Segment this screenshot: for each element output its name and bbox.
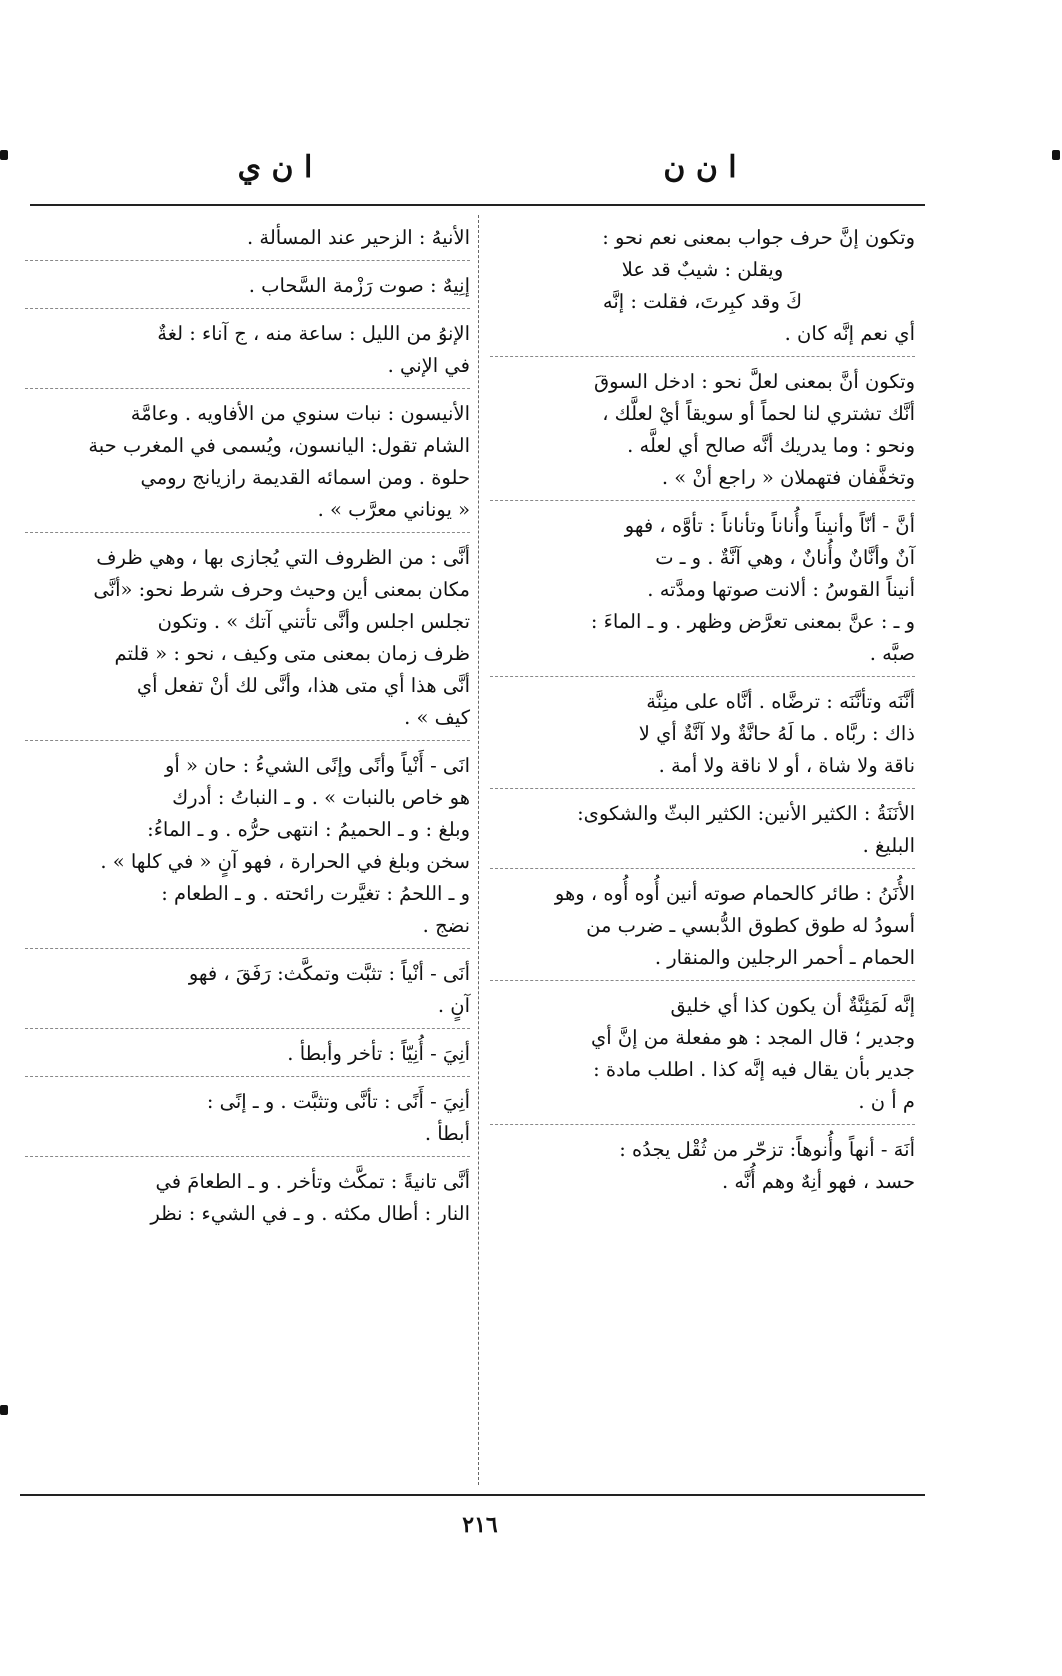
entry-line: إنِيهٌ : صوت رَزْمة السَّحاب . (248, 274, 470, 297)
edge-mark (0, 150, 8, 160)
entry-line: مكان بمعنى أين وحيث وحرف شرط نحو: «أنَّى (93, 578, 470, 601)
entry-line: ونحو : وما يدريك أنَّه صالح أي لعلَّه . (627, 434, 915, 457)
dictionary-entry (25, 958, 470, 1029)
dictionary-entry (490, 878, 915, 981)
dictionary-entry (25, 1038, 470, 1077)
entry-line: أبطأ . (424, 1122, 470, 1145)
entry-line: « يوناني معرَّب » . (317, 498, 470, 521)
top-rule (30, 204, 925, 206)
entry-line: أنَهَ - أنهاً وأُنوهاً: تزحّر من ثُقْل يجدُه : (619, 1138, 915, 1161)
entry-line: جدير بأن يقال فيه إنَّه كذا . اطلب مادة : (593, 1058, 915, 1081)
dictionary-entry (490, 366, 915, 501)
entry-line: آنٌ وأنَّانٌ وأُنانٌ ، وهي آنَّةٌ . و ـ ت (655, 546, 915, 569)
entry-line: و ـ اللحمُ : تغيَّرت رائحته . و ـ الطعام : (161, 882, 470, 905)
dictionary-entry (490, 1134, 915, 1204)
entry-line: البليغ . (862, 834, 915, 857)
entry-line: الأنيهُ : الزحير عند المسألة . (246, 226, 470, 249)
entry-line: و ـ : عنَّ بمعنى تعرَّض وظهر . و ـ الماءَ : (590, 610, 915, 633)
entry-line: وبلغ : و ـ الحميمُ : انتهى حرُّه . و ـ الماءُ: (147, 818, 470, 841)
dictionary-entry (25, 318, 470, 389)
entry-line: إنَّه لَمَئِنَّةٌ أن يكون كذا أي خليق (670, 994, 915, 1017)
entry-line: انَى - أَنْياً وأنًى وإنًى الشيءُ : حان « أو (164, 754, 470, 777)
page-header-root-left: ا ن ي (237, 150, 313, 185)
entry-line: حسد ، فهو أنِهٌ وهم أُنَّه . (721, 1170, 915, 1193)
dictionary-entry (25, 398, 470, 533)
entry-line: أنَّى تانيةً : تمكَّث وتأخر . و ـ الطعامَ في (155, 1170, 470, 1193)
entry-line: وتخفَّفان فتهملان « راجع أنْ » . (661, 466, 915, 489)
entry-line: أسودُ له طوق كطوق الدُّبسي ـ ضرب من (586, 914, 915, 937)
entry-line: أنَّى هذا أي متى هذا، وأنَّى لك أنْ تفعل أي (136, 674, 470, 697)
entry-line: النار : أطال مكثه . و ـ في الشيء : نظر (150, 1202, 470, 1225)
entry-line: الشام تقول: اليانسون، ويُسمى في المغرب حبة (88, 434, 470, 457)
dictionary-entry (490, 510, 915, 677)
bottom-rule (20, 1494, 925, 1496)
entry-line: أنَى - أنْياً : تثبَّت وتمكَّث: رَفَقَ ، فهو (188, 962, 470, 985)
entry-line: ويقلن : شيبٌ قد علا (621, 258, 784, 281)
entry-line: تجلس اجلس وأنَّى تأتني آتك » . وتكون (157, 610, 470, 633)
entry-line: وتكون أنَّ بمعنى لعلَّ نحو : ادخل السوقَ (593, 370, 915, 393)
dictionary-entry (25, 270, 470, 309)
entry-line: أنيناً القوسُ : ألانت صوتها ومدَّته . (647, 578, 915, 601)
entry-line: أنَّنَه وتأنَّنَه : ترضَّاه . أنَّاه على منِنَّة (646, 690, 915, 713)
entry-line: صبَّه . (869, 642, 915, 665)
entry-line: في الإني . (387, 354, 470, 377)
entry-line: نضج . (422, 914, 470, 937)
entry-line: آنٍ . (437, 994, 470, 1017)
dictionary-entry (25, 1166, 470, 1236)
entry-line: وتكون إنَّ حرف جواب بمعنى نعم نحو : (602, 226, 915, 249)
dictionary-entry (490, 686, 915, 789)
entry-line: ذاك : ربَّاه . ما لَهُ حانَّةٌ ولا آنَّةٌ أي لا (638, 722, 915, 745)
entry-line: أنِيَ - أَنًى : تأنَّى وتثبَّت . و ـ إنًى : (206, 1090, 470, 1113)
entry-line: حلوة . ومن اسمائه القديمة رازيانج رومي (140, 466, 470, 489)
entry-line: وجدير ؛ قال المجد : هو مفعلة من إنَّ أي (590, 1026, 915, 1049)
edge-mark (1052, 150, 1060, 160)
dictionary-entry (25, 542, 470, 741)
entry-line: الأُنَنُ : طائر كالحمام صوته أنين أُوه أُوه ، وهو (554, 882, 915, 905)
dictionary-entry (25, 750, 470, 949)
dictionary-entry (25, 1086, 470, 1157)
entry-line: كيف » . (404, 706, 470, 729)
dictionary-entry (25, 222, 470, 261)
entry-line: أنِيَ - أُنِيّاً : تأخر وأبطأ . (287, 1042, 470, 1065)
entry-line: هو خاص بالنبات » . و ـ النباتُ : أدرك (172, 786, 470, 809)
entry-line: أي نعم إنَّه كان . (784, 322, 915, 345)
column-divider (478, 215, 479, 1485)
page-number: ٢١٦ (462, 1512, 498, 1538)
entry-line: أنَّى : من الظروف التي يُجازى بها ، وهي ظرف (96, 546, 470, 569)
entry-line: م أ ن . (858, 1090, 915, 1113)
dictionary-entry (490, 798, 915, 869)
entry-line: الأنَنَةُ : الكثير الأنين: الكثير البثّ والشكوى: (577, 802, 915, 825)
right-column (490, 222, 915, 1213)
left-column (25, 222, 470, 1245)
entry-line: الإنوُ من الليل : ساعة منه ، ج آناء : لغةٌ (157, 322, 470, 345)
edge-mark (0, 1405, 8, 1415)
dictionary-entry (490, 990, 915, 1125)
entry-line: ظرف زمان بمعنى متى وكيف ، نحو : « قلتم (114, 642, 470, 665)
entry-line: كَ وقد كبِرتَ، فقلت : إنَّه (602, 290, 803, 313)
dictionary-entry (490, 222, 915, 357)
entry-line: الأنيسون : نبات سنوي من الأفاويه . وعامَّة (130, 402, 470, 425)
entry-line: سخن وبلغ في الحرارة ، فهو آنٍ « في كلها » . (100, 850, 470, 873)
entry-line: الحمام ـ أحمر الرجلين والمنقار . (654, 946, 915, 969)
page-header-root-right: ا ن ن (663, 150, 737, 185)
entry-line: ناقة ولا شاة ، أو لا ناقة ولا أمة . (658, 754, 915, 777)
entry-line: أنَّ - أنّاً وأنيناً وأُناناً وتأناناً : تأوَّه ، فهو (624, 514, 915, 537)
entry-line: أنَّك تشتري لنا لحماً أو سويقاً أيْ لعلَّك ، (602, 402, 915, 425)
